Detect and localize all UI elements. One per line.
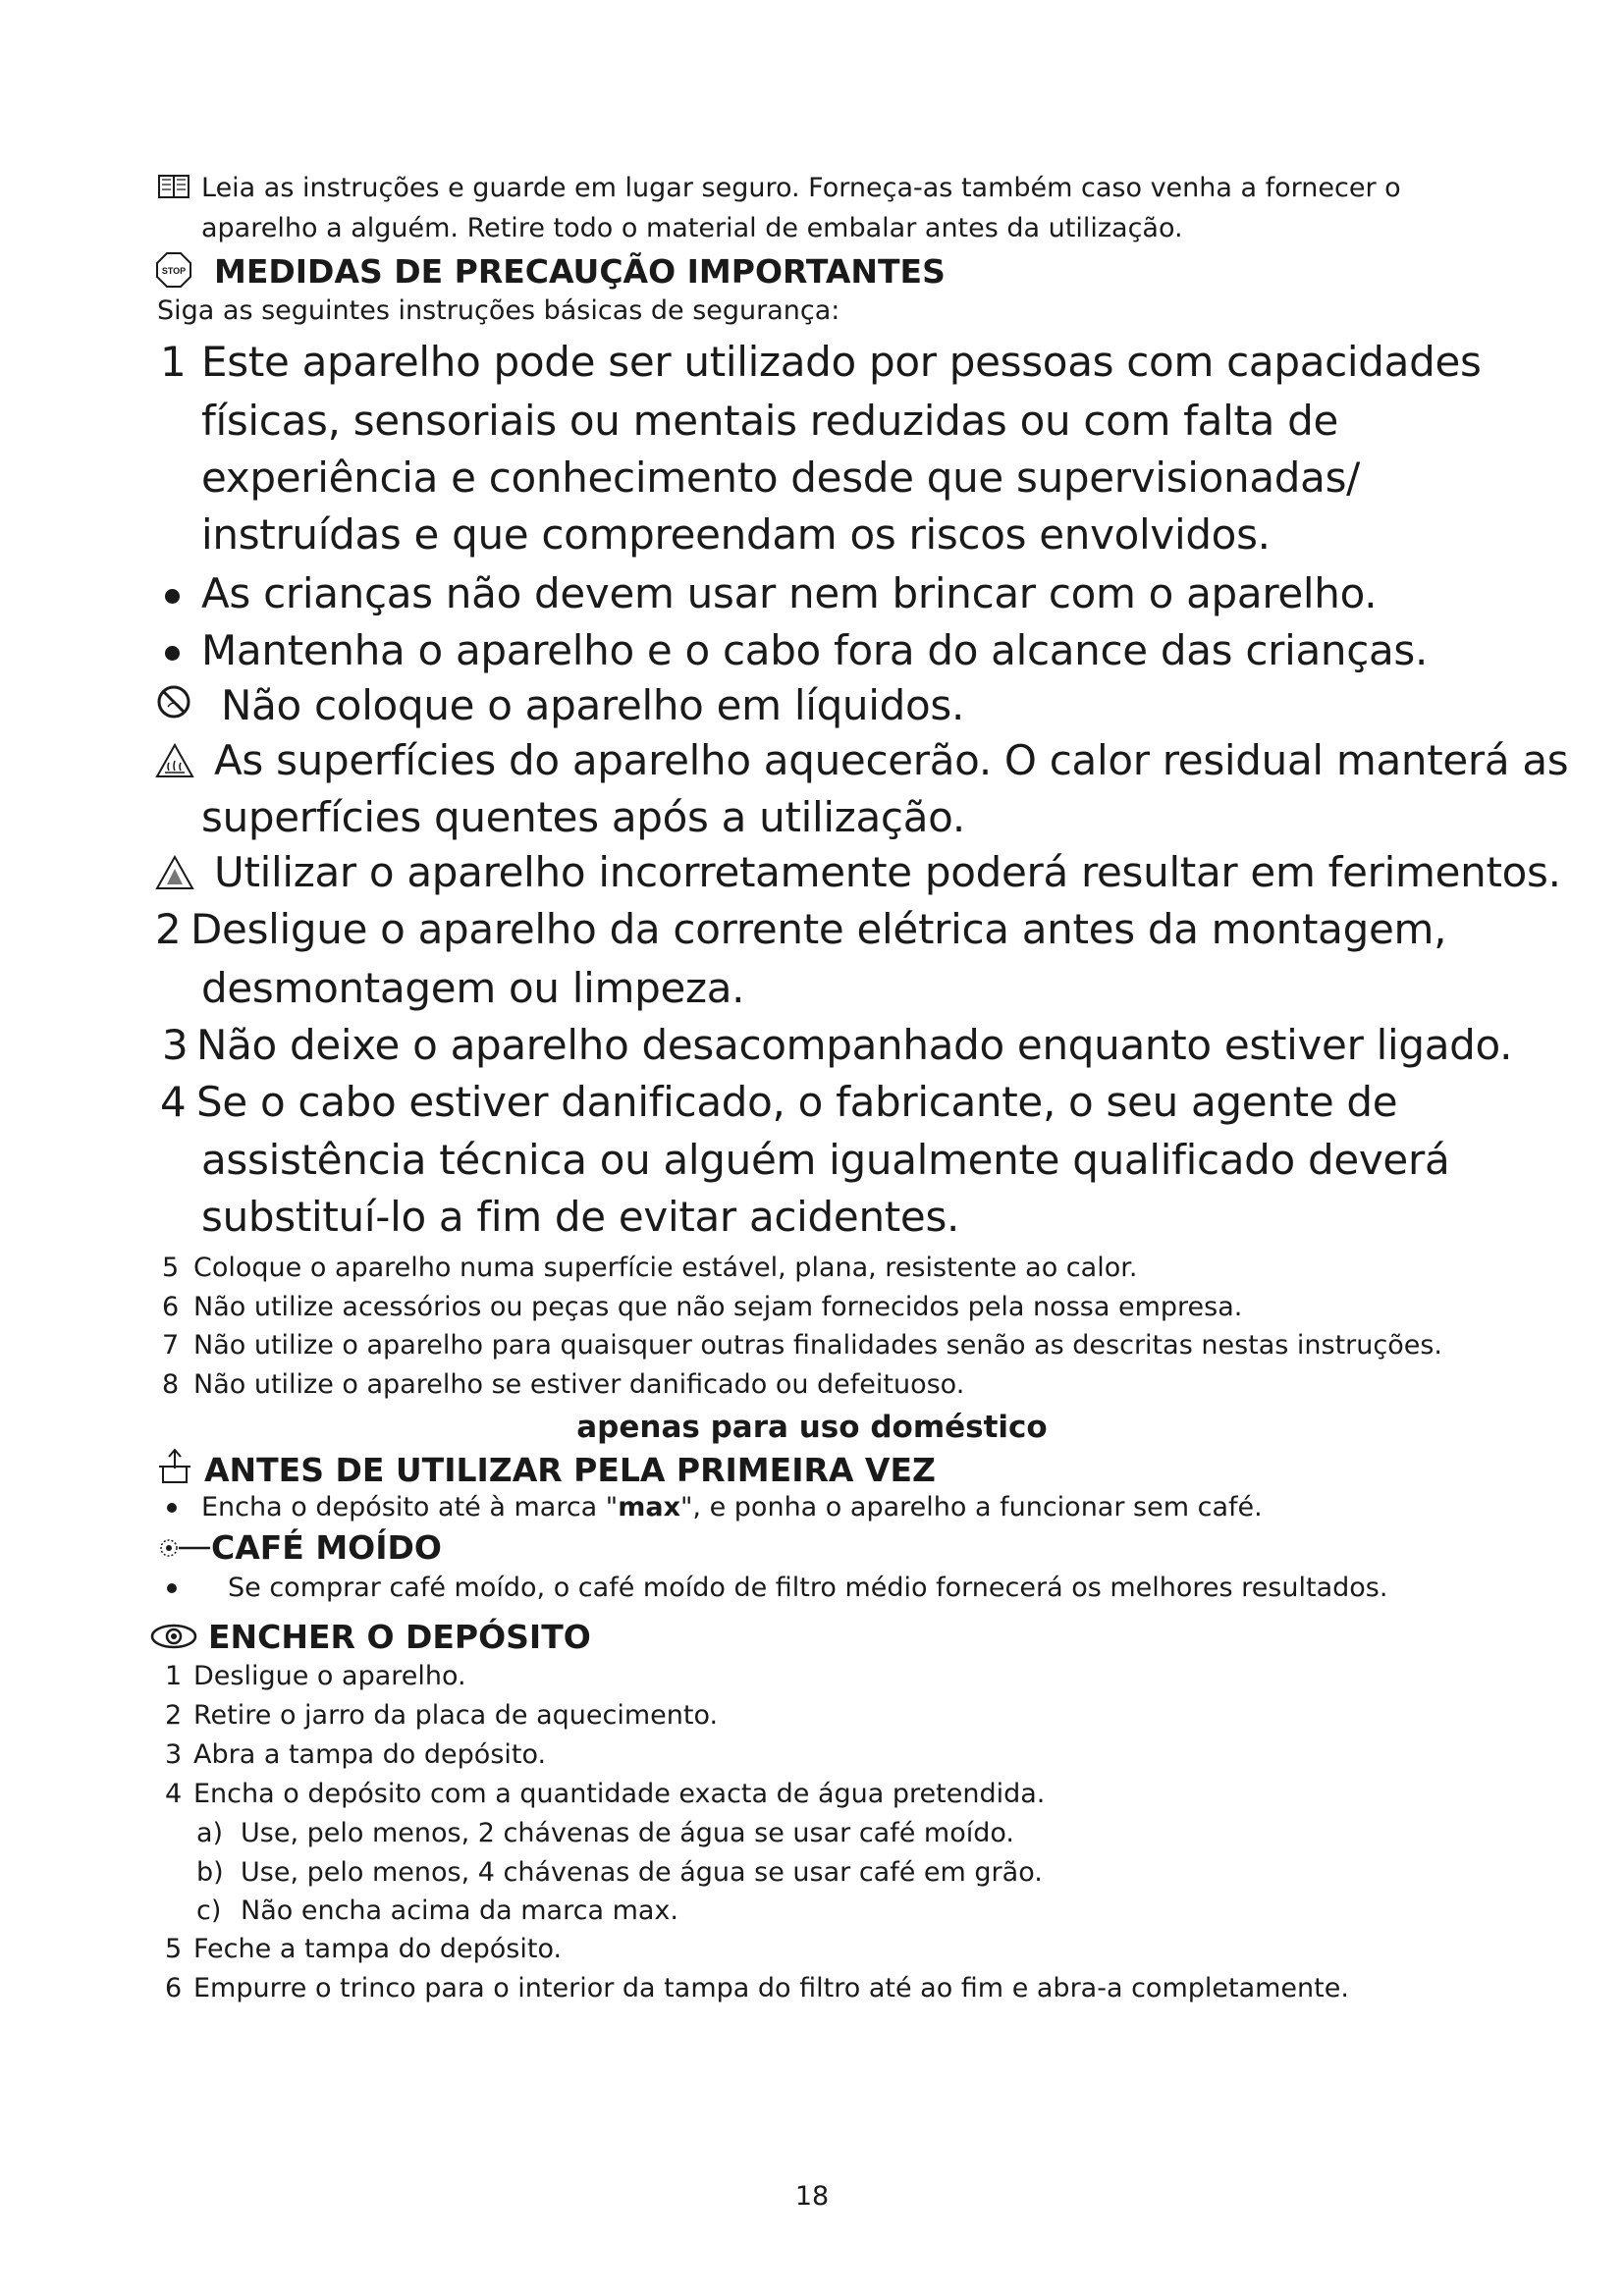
item-4-line-3: substituí-lo a fim de evitar acidentes. [201, 1193, 960, 1241]
item-8-text: Não utilize o aparelho se estiver danificado ou defeituoso. [193, 1369, 965, 1400]
item-1-line-3: experiência e conhecimento desde que supervisionadas/ [201, 454, 1361, 502]
item-7-number: 7 [162, 1330, 180, 1361]
item-6-text: Não utilize acessórios ou peças que não sejam fornecidos pela nossa empresa. [193, 1292, 1243, 1322]
fill-substep-letter: c) [196, 1896, 222, 1926]
item-1-number: 1 [160, 338, 187, 386]
ground-coffee-icon [157, 1534, 212, 1566]
item-8-number: 8 [162, 1369, 180, 1400]
intro-line-2: aparelho a alguém. Retire todo o material de embalar antes da utilização. [201, 213, 1183, 243]
hot-surface-line-2: superfícies quentes após a utilização. [201, 793, 965, 841]
no-liquid-text: Não coloque o aparelho em líquidos. [221, 681, 965, 729]
fill-step-text: Empurre o trinco para o interior da tampa do filtro até ao fim e abra-a completamente. [193, 1973, 1349, 2003]
stop-icon-label: STOP [161, 266, 187, 276]
first-use-text-pre: Encha o depósito até à marca " [201, 1492, 619, 1522]
fill-step-number: 3 [165, 1739, 183, 1770]
ground-coffee-text: Se comprar café moído, o café moído de filtro médio fornecerá os melhores resultados. [228, 1573, 1388, 1603]
first-use-text [201, 1488, 1263, 1527]
safety-heading: MEDIDAS DE PRECAUÇÃO IMPORTANTES [214, 252, 946, 291]
safety-subtitle: Siga as seguintes instruções básicas de segurança: [157, 295, 840, 326]
item-4-line-1: Se o cabo estiver danificado, o fabricante, o seu agente de [196, 1078, 1398, 1126]
fill-substep-letter: a) [196, 1818, 224, 1848]
fill-substep-text: Não encha acima da marca max. [241, 1896, 678, 1926]
fill-step-number: 2 [165, 1700, 183, 1731]
item-7-text: Não utilize o aparelho para quaisquer outras finalidades senão as descritas nestas instruções. [193, 1330, 1443, 1361]
item-1-line-4: instruídas e que compreendam os riscos envolvidos. [201, 510, 1271, 559]
hot-surface-warning-icon [155, 743, 194, 782]
item-5-number: 5 [162, 1253, 180, 1283]
fill-step-number: 4 [165, 1779, 183, 1809]
fill-substep-text: Use, pelo menos, 4 chávenas de água se usar café em grão. [241, 1857, 1043, 1888]
fill-step-text: Retire o jarro da placa de aquecimento. [193, 1700, 719, 1731]
fill-substep-text: Use, pelo menos, 2 chávenas de água se usar café moído. [241, 1818, 1014, 1848]
first-use-text-post: ", e ponha o aparelho a funcionar sem café. [680, 1492, 1263, 1522]
fill-step-number: 5 [165, 1934, 183, 1964]
fill-step-number: 1 [165, 1661, 183, 1691]
first-use-icon [157, 1447, 192, 1488]
intro-line-1: Leia as instruções e guarde em lugar seguro. Forneça-as também caso venha a fornecer o [201, 173, 1401, 203]
item-2-number: 2 [155, 905, 182, 953]
item-2-line-2: desmontagem ou limpeza. [201, 964, 745, 1012]
injury-text: Utilizar o aparelho incorretamente poderá resultar em ferimentos. [214, 848, 1561, 896]
no-immersion-icon [157, 685, 190, 722]
item-3-number: 3 [162, 1021, 189, 1069]
stop-icon [155, 251, 192, 293]
item-1-line-1: Este aparelho pode ser utilizado por pessoas com capacidades [201, 338, 1482, 386]
item-3-text: Não deixe o aparelho desacompanhado enquanto estiver ligado. [196, 1021, 1513, 1069]
injury-warning-icon [155, 855, 194, 894]
ground-coffee-heading: CAFÉ MOÍDO [211, 1528, 442, 1567]
domestic-use-note: apenas para uso doméstico [576, 1410, 1048, 1445]
item-2-line-1: Desligue o aparelho da corrente elétrica antes da montagem, [190, 905, 1447, 953]
bullet-dot [167, 1583, 177, 1593]
first-use-heading: ANTES DE UTILIZAR PELA PRIMEIRA VEZ [204, 1451, 936, 1489]
eye-icon [149, 1623, 198, 1654]
fill-step-text: Feche a tampa do depósito. [193, 1934, 563, 1964]
first-use-text-max: max [618, 1492, 681, 1522]
bullet-dot [165, 646, 180, 661]
fill-step-text: Desligue o aparelho. [193, 1661, 466, 1691]
bullet-cable: Mantenha o aparelho e o cabo fora do alcance das crianças. [201, 626, 1429, 674]
fill-tank-heading: ENCHER O DEPÓSITO [208, 1618, 591, 1656]
item-5-text: Coloque o aparelho numa superfície estável, plana, resistente ao calor. [193, 1253, 1138, 1283]
item-6-number: 6 [162, 1292, 180, 1322]
page-number: 18 [794, 2181, 830, 2212]
item-4-line-2: assistência técnica ou alguém igualmente qualificado deverá [201, 1136, 1450, 1184]
fill-substep-letter: b) [196, 1857, 224, 1888]
fill-step-number: 6 [165, 1973, 183, 2003]
item-4-number: 4 [160, 1078, 187, 1126]
bullet-dot [165, 589, 180, 604]
book-icon [157, 172, 190, 205]
bullet-dot [167, 1503, 177, 1513]
item-1-line-2: físicas, sensoriais ou mentais reduzidas ou com falta de [201, 397, 1339, 445]
fill-step-text: Encha o depósito com a quantidade exacta de água pretendida. [193, 1779, 1046, 1809]
bullet-children: As crianças não devem usar nem brincar com o aparelho. [201, 569, 1378, 617]
hot-surface-line-1: As superfícies do aparelho aquecerão. O calor residual manterá as [214, 736, 1569, 784]
fill-step-text: Abra a tampa do depósito. [193, 1739, 547, 1770]
